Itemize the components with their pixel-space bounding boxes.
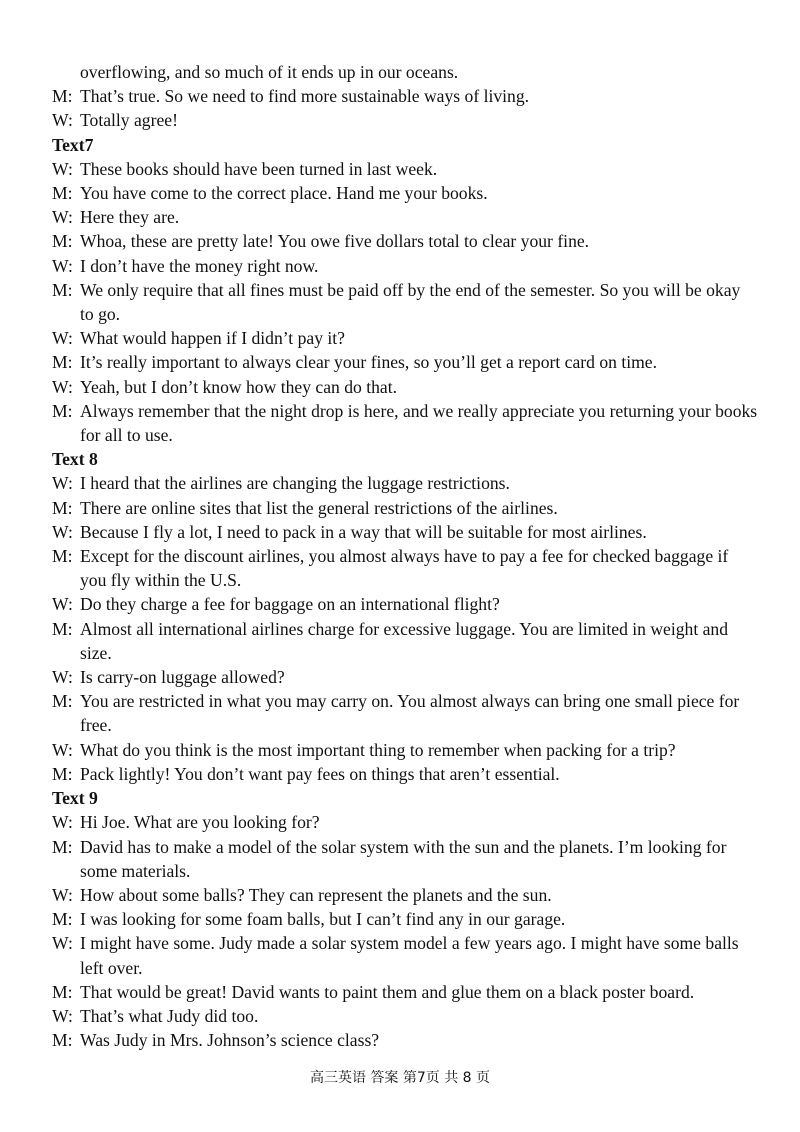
speaker-label: M: [52, 909, 73, 930]
utterance-text: Except for the discount airlines, you almost always have to pay a fee for checked baggage if you fly within the U.S. [80, 546, 729, 591]
dialogue-line [52, 84, 758, 108]
utterance-text: It’s really important to always clear your fines, so you’ll get a report card on time. [80, 352, 657, 373]
speaker-label: W: [52, 667, 73, 688]
utterance-text: Was Judy in Mrs. Johnson’s science class? [80, 1030, 380, 1051]
section-heading: Text 9 [52, 788, 98, 809]
speaker-label: M: [52, 400, 73, 421]
dialogue-line [52, 665, 758, 689]
section-heading: Text7 [52, 134, 94, 155]
dialogue-line [52, 496, 758, 520]
utterance-text: Hi Joe. What are you looking for? [80, 812, 320, 833]
speaker-label: W: [52, 207, 73, 228]
dialogue-line [52, 520, 758, 544]
utterance-text: What would happen if I didn’t pay it? [80, 328, 345, 349]
utterance-text: I don’t have the money right now. [80, 255, 319, 276]
utterance-text: How about some balls? They can represent the planets and the sun. [80, 884, 552, 905]
speaker-label: M: [52, 546, 73, 567]
speaker-label: M: [52, 231, 73, 252]
speaker-label: W: [52, 110, 73, 131]
speaker-label: M: [52, 618, 73, 639]
utterance-text: You are restricted in what you may carry on. You almost always can bring one small piece for free. [80, 691, 740, 736]
speaker-label: W: [52, 1005, 73, 1026]
speaker-label: M: [52, 183, 73, 204]
utterance-text: Whoa, these are pretty late! You owe five dollars total to clear your fine. [80, 231, 590, 252]
section-heading: Text 8 [52, 449, 98, 470]
utterance-text: There are online sites that list the general restrictions of the airlines. [80, 497, 558, 518]
speaker-label: W: [52, 255, 73, 276]
speaker-label: W: [52, 376, 73, 397]
speaker-label: W: [52, 158, 73, 179]
speaker-label: W: [52, 328, 73, 349]
utterance-text: We only require that all fines must be paid off by the end of the semester. So you will be okay to go. [80, 279, 741, 325]
speaker-label: M: [52, 279, 73, 300]
dialogue-line [52, 689, 758, 737]
dialogue-line [52, 980, 758, 1004]
utterance-text: That would be great! David wants to paint them and glue them on a black poster board. [80, 981, 695, 1002]
dialogue-line [52, 907, 758, 931]
speaker-label: M: [52, 86, 73, 107]
dialogue-line [52, 205, 758, 229]
utterance-text: Is carry-on luggage allowed? [80, 667, 285, 688]
dialogue-line [52, 738, 758, 762]
dialogue-line [52, 375, 758, 399]
speaker-label: M: [52, 352, 73, 373]
speaker-label: W: [52, 739, 73, 760]
dialogue-line [52, 617, 758, 665]
transcript-content [52, 60, 758, 1052]
utterance-text: That’s true. So we need to find more sustainable ways of living. [80, 86, 530, 107]
utterance-text: That’s what Judy did too. [80, 1005, 259, 1026]
dialogue-continuation: overflowing, and so much of it ends up in our oceans. [80, 62, 459, 82]
utterance-text: I might have some. Judy made a solar system model a few years ago. I might have some balls left over. [80, 933, 739, 978]
dialogue-line [52, 181, 758, 205]
dialogue-line [52, 1004, 758, 1028]
dialogue-line [52, 544, 758, 592]
dialogue-line [52, 350, 758, 374]
dialogue-line [52, 810, 758, 834]
speaker-label: M: [52, 981, 73, 1002]
speaker-label: M: [52, 836, 73, 857]
dialogue-line [52, 592, 758, 616]
dialogue-line [52, 278, 758, 326]
speaker-label: M: [52, 497, 73, 518]
utterance-text: Pack lightly! You don’t want pay fees on things that aren’t essential. [80, 763, 560, 784]
speaker-label: W: [52, 884, 73, 905]
speaker-label: M: [52, 691, 73, 712]
dialogue-line [52, 157, 758, 181]
utterance-text: Here they are. [80, 207, 180, 228]
dialogue-line [52, 762, 758, 786]
dialogue-line [52, 326, 758, 350]
speaker-label: W: [52, 594, 73, 615]
speaker-label: M: [52, 1030, 73, 1051]
dialogue-line [52, 399, 758, 447]
dialogue-line [52, 471, 758, 495]
speaker-label: W: [52, 812, 73, 833]
speaker-label: W: [52, 521, 73, 542]
utterance-text: Do they charge a fee for baggage on an international flight? [80, 594, 500, 615]
utterance-text: I heard that the airlines are changing the luggage restrictions. [80, 473, 510, 494]
dialogue-line [52, 931, 758, 979]
utterance-text: Totally agree! [80, 110, 178, 131]
dialogue-line [52, 835, 758, 883]
speaker-label: W: [52, 933, 73, 954]
utterance-text: Always remember that the night drop is here, and we really appreciate you returning your books for all to use. [80, 400, 758, 446]
utterance-text: Yeah, but I don’t know how they can do that. [80, 376, 397, 397]
utterance-text: Because I fly a lot, I need to pack in a way that will be suitable for most airlines. [80, 521, 647, 542]
speaker-label: W: [52, 473, 73, 494]
utterance-text: These books should have been turned in last week. [80, 158, 438, 179]
utterance-text: Almost all international airlines charge for excessive luggage. You are limited in weight and size. [80, 618, 729, 663]
utterance-text: What do you think is the most important thing to remember when packing for a trip? [80, 739, 676, 760]
utterance-text: I was looking for some foam balls, but I can’t find any in our garage. [80, 909, 566, 930]
utterance-text: David has to make a model of the solar system with the sun and the planets. I’m looking for some materials. [80, 836, 727, 881]
speaker-label: M: [52, 763, 73, 784]
dialogue-line [52, 1028, 758, 1052]
utterance-text: You have come to the correct place. Hand me your books. [80, 183, 488, 204]
dialogue-line [52, 108, 758, 132]
dialogue-line [52, 254, 758, 278]
page-footer: 高三英语 答案 第7页 共 8 页 [309, 1070, 491, 1086]
dialogue-line [52, 229, 758, 253]
dialogue-line [52, 883, 758, 907]
